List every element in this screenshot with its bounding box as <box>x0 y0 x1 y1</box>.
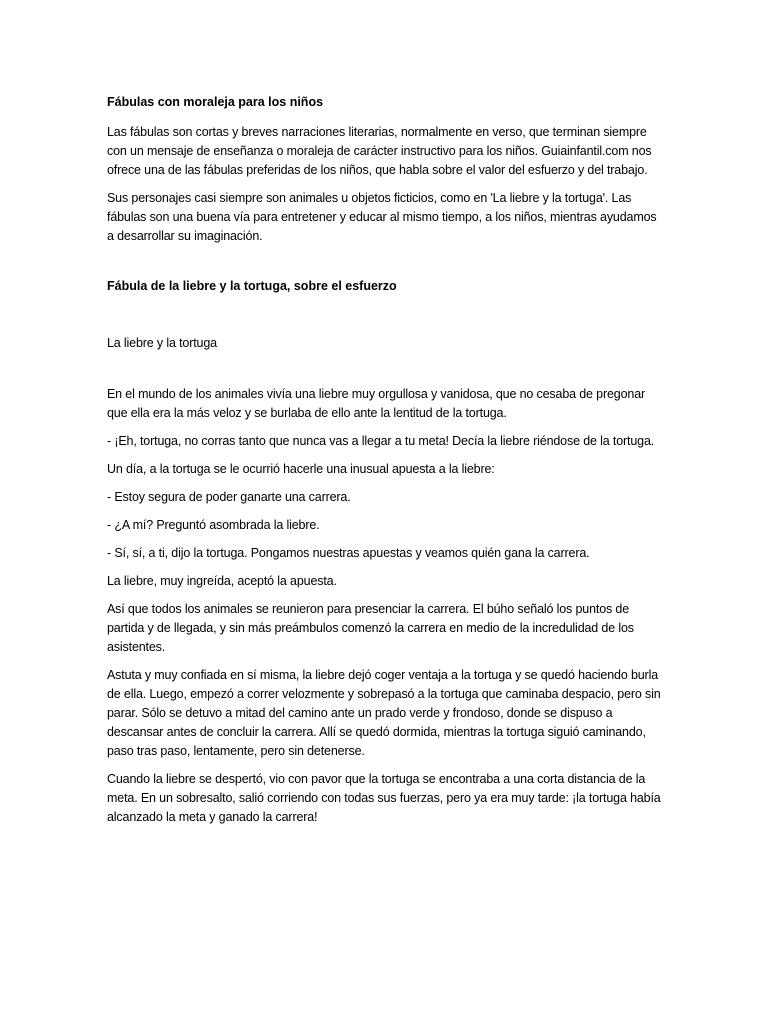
story-paragraph: - Estoy segura de poder ganarte una carrera. <box>107 490 351 504</box>
section-title: Fábula de la liebre y la tortuga, sobre el esfuerzo <box>107 279 397 293</box>
story-paragraph: La liebre, muy ingreída, aceptó la apuesta. <box>107 574 337 588</box>
story-paragraph: Astuta y muy confiada en sí misma, la liebre dejó coger ventaja a la tortuga y se quedó haciendo burla de ella. Luego, empezó a correr velozmente y sobrepasó a la tortuga que caminaba despacio, pero sin parar. Sólo se detuvo a mitad del camino ante un prado verde y frondoso, donde se dispuso a descansar antes de concluir la carrera. Allí se quedó dormida, mientras la tortuga siguió caminando, paso tras paso, lentamente, pero sin detenerse. <box>107 668 661 758</box>
story-paragraph: En el mundo de los animales vivía una liebre muy orgullosa y vanidosa, que no cesaba de pregonar que ella era la más veloz y se burlaba de ello ante la lentitud de la tortuga. <box>107 387 646 420</box>
story-paragraph: - Sí, sí, a ti, dijo la tortuga. Pongamos nuestras apuestas y veamos quién gana la carrera. <box>107 546 590 560</box>
story-paragraph: Así que todos los animales se reunieron para presenciar la carrera. El búho señaló los puntos de partida y de llegada, y sin más preámbulos comenzó la carrera en medio de la incredulidad de los asistentes. <box>107 602 634 654</box>
story-title: La liebre y la tortuga <box>107 336 217 350</box>
document-title: Fábulas con moraleja para los niños <box>107 95 324 109</box>
intro-paragraph: Las fábulas son cortas y breves narraciones literarias, normalmente en verso, que terminan siempre con un mensaje de enseñanza o moraleja de carácter instructivo para los niños. Guiainfantil.com nos ofrece una de las fábulas preferidas de los niños, que habla sobre el valor del esfuerzo y del trabajo. <box>107 125 652 177</box>
story-paragraph: - ¡Eh, tortuga, no corras tanto que nunca vas a llegar a tu meta! Decía la liebre riéndose de la tortuga. <box>107 434 655 448</box>
document-page <box>107 93 663 827</box>
intro-paragraph: Sus personajes casi siempre son animales u objetos ficticios, como en 'La liebre y la tortuga'. Las fábulas son una buena vía para entretener y educar al mismo tiempo, a los niños, mientras ayudamos a desarrollar su imaginación. <box>107 191 657 243</box>
story-paragraph: Un día, a la tortuga se le ocurrió hacerle una inusual apuesta a la liebre: <box>107 462 495 476</box>
story-paragraph: Cuando la liebre se despertó, vio con pavor que la tortuga se encontraba a una corta distancia de la meta. En un sobresalto, salió corriendo con todas sus fuerzas, pero ya era muy tarde: ¡la tortuga había alcanzado la meta y ganado la carrera! <box>107 772 661 824</box>
story-paragraph: - ¿A mí? Preguntó asombrada la liebre. <box>107 518 320 532</box>
